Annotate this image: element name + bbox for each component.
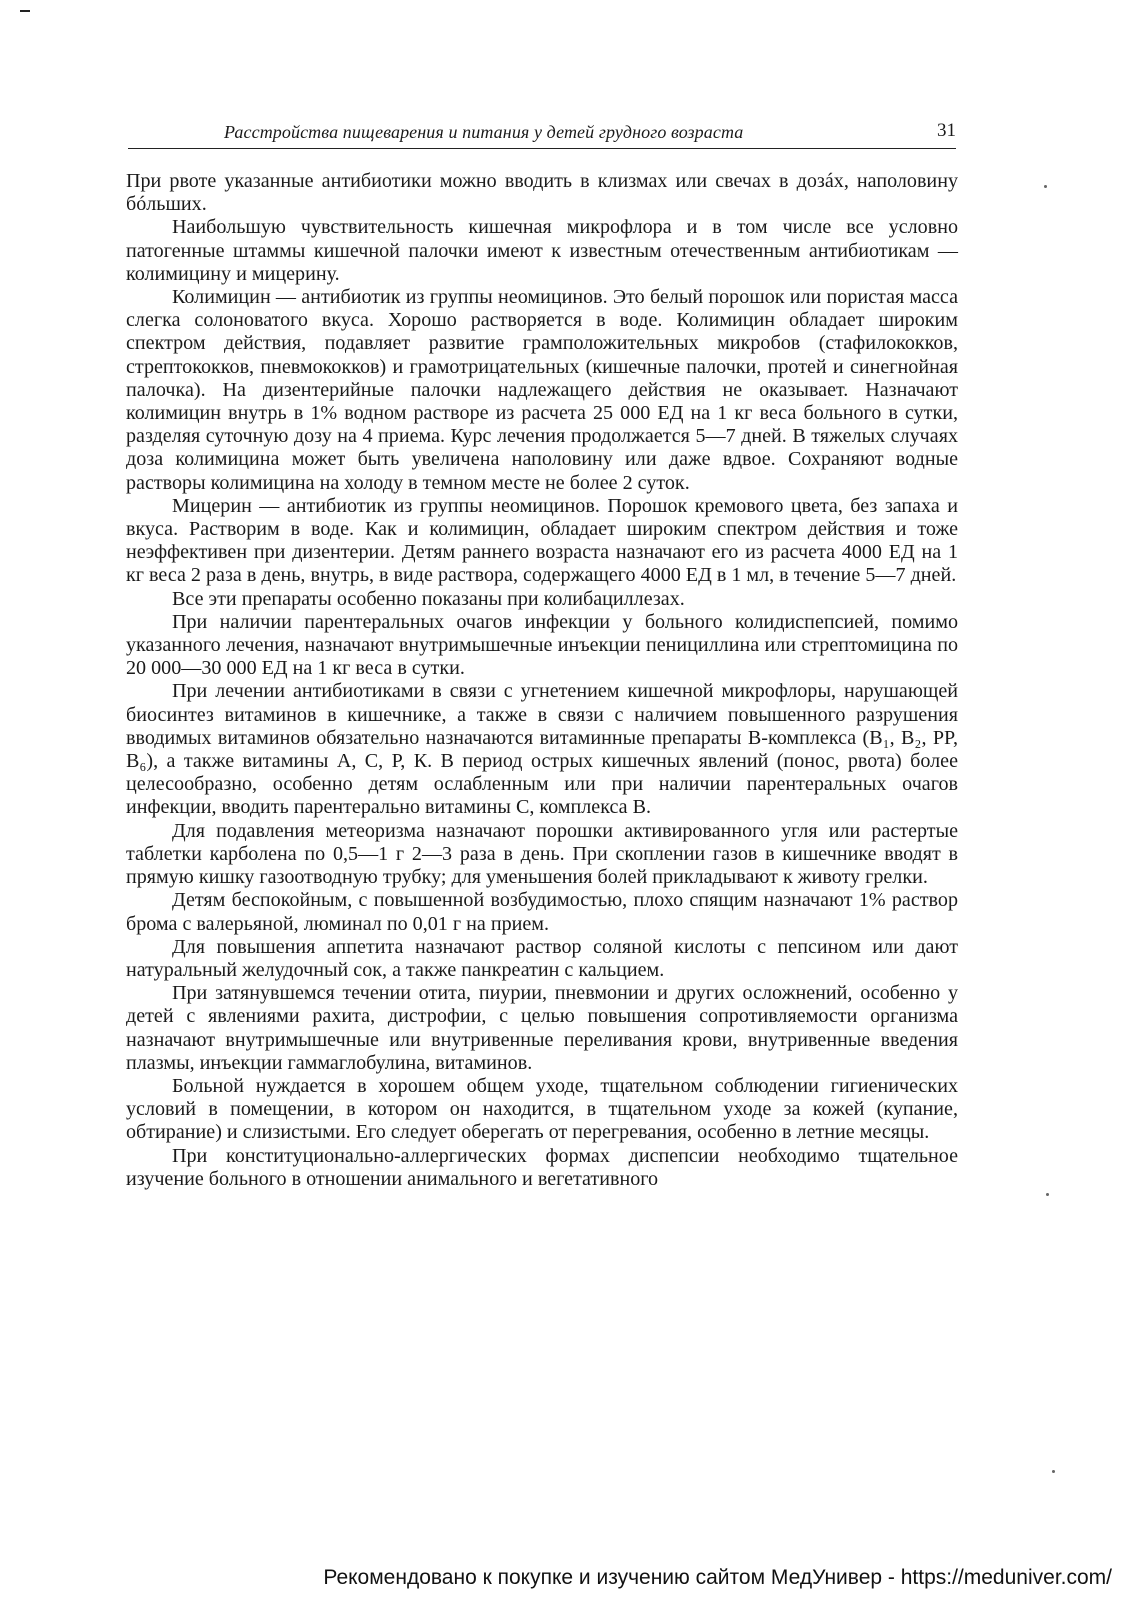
paragraph: Детям беспокойным, с повышенной возбудимостью, плохо спящим назначают 1% раствор брома с валерьяной, люминал по 0,01 г на прием. [126,889,958,935]
running-header-title: Расстройства пищеварения и питания у детей грудного возраста [224,122,744,142]
scan-speck [1046,1193,1049,1196]
paragraph: Для повышения аппетита назначают раствор соляной кислоты с пепсином или дают натуральный желудочный сок, а также панкреатин с кальцием. [126,935,958,981]
paragraph: При лечении антибиотиками в связи с угнетением кишечной микрофлоры, нарушающей биосинтез витаминов в кишечнике, а также в связи с наличием повышенного разрушения вводимых витаминов обязательно назначаются витаминные препараты В-комплекса (B₁, B₂, PP, B₆), а также витамины А, С, Р, К. В период острых кишечных явлений (понос, рвота) более целесообразно, особенно детям ослабленным или при наличии парентеральных очагов инфекции, вводить парентерально витамины С, комплекса В. [126,680,958,819]
paragraph: При рвоте указанные антибиотики можно вводить в клизмах или свечах в дозáх, наполовину бóльших. [126,170,958,216]
body-text [126,170,958,1191]
paragraph: Мицерин — антибиотик из группы неомицинов. Порошок кремового цвета, без запаха и вкуса. Растворим в воде. Как и колимицин, обладает широким спектром действия и тоже неэффективен при дизентерии. Детям раннего возраста назначают его из расчета 4000 ЕД на 1 кг веса 2 раза в день, внутрь, в виде раствора, содержащего 4000 ЕД в 1 мл, в течение 5—7 дней. [126,494,958,587]
scan-speck [1052,1470,1055,1473]
page-number: 31 [937,120,956,141]
paragraph: Наибольшую чувствительность кишечная микрофлора и в том числе все условно патогенные штаммы кишечной палочки имеют к известным отечественным антибиотикам — колимицину и мицерину. [126,216,958,285]
running-header [128,122,956,149]
paragraph: При конституционально-аллергических формах диспепсии необходимо тщательное изучение больного в отношении анимального и вегетативного [126,1144,958,1190]
paragraph: Колимицин — антибиотик из группы неомицинов. Это белый порошок или пористая масса слегка солоноватого вкуса. Хорошо растворяется в воде. Колимицин обладает широким спектром действия, подавляет развитие грамположительных микробов (стафилококков, стрептококков, пневмококков) и грамотрицательных (кишечные палочки, протей и синегнойная палочка). На дизентерийные палочки надлежащего действия не оказывает. Назначают колимицин внутрь в 1% водном растворе из расчета 25 000 ЕД на 1 кг веса больного в сутки, разделяя суточную дозу на 4 приема. Курс лечения продолжается 5—7 дней. В тяжелых случаях доза колимицина может быть увеличена наполовину или даже вдвое. Сохраняют водные растворы колимицина на холоду в темном месте не более 2 суток. [126,286,958,494]
scan-speck [1044,185,1047,188]
paragraph: При затянувшемся течении отита, пиурии, пневмонии и других осложнений, особенно у детей с явлениями рахита, дистрофии, с целью повышения сопротивляемости организма назначают внутримышечные или внутривенные переливания крови, внутривенные введения плазмы, инъекции гаммаглобулина, витаминов. [126,982,958,1074]
scan-corner-mark [20,10,30,12]
paragraph: Больной нуждается в хорошем общем уходе, тщательном соблюдении гигиенических условий в помещении, в котором он находится, в тщательном уходе за кожей (купание, обтирание) и слизистыми. Его следует оберегать от перегревания, особенно в летние месяцы. [126,1074,958,1144]
paragraph: При наличии парентеральных очагов инфекции у больного колидиспепсией, помимо указанного лечения, назначают внутримышечные инъекции пенициллина или стрептомицина по 20 000—30 000 ЕД на 1 кг веса в сутки. [126,610,958,680]
paragraph: Для подавления метеоризма назначают порошки активированного угля или растертые таблетки карболена по 0,5—1 г 2—3 раза в день. При скоплении газов в кишечнике вводят в прямую кишку газоотводную трубку; для уменьшения болей прикладывают к животу грелки. [126,819,958,889]
footer-watermark: Рекомендовано к покупке и изучению сайтом МедУнивер - https://meduniver.com/ [323,1566,1112,1589]
paragraph: Все эти препараты особенно показаны при колибациллезах. [172,587,685,610]
